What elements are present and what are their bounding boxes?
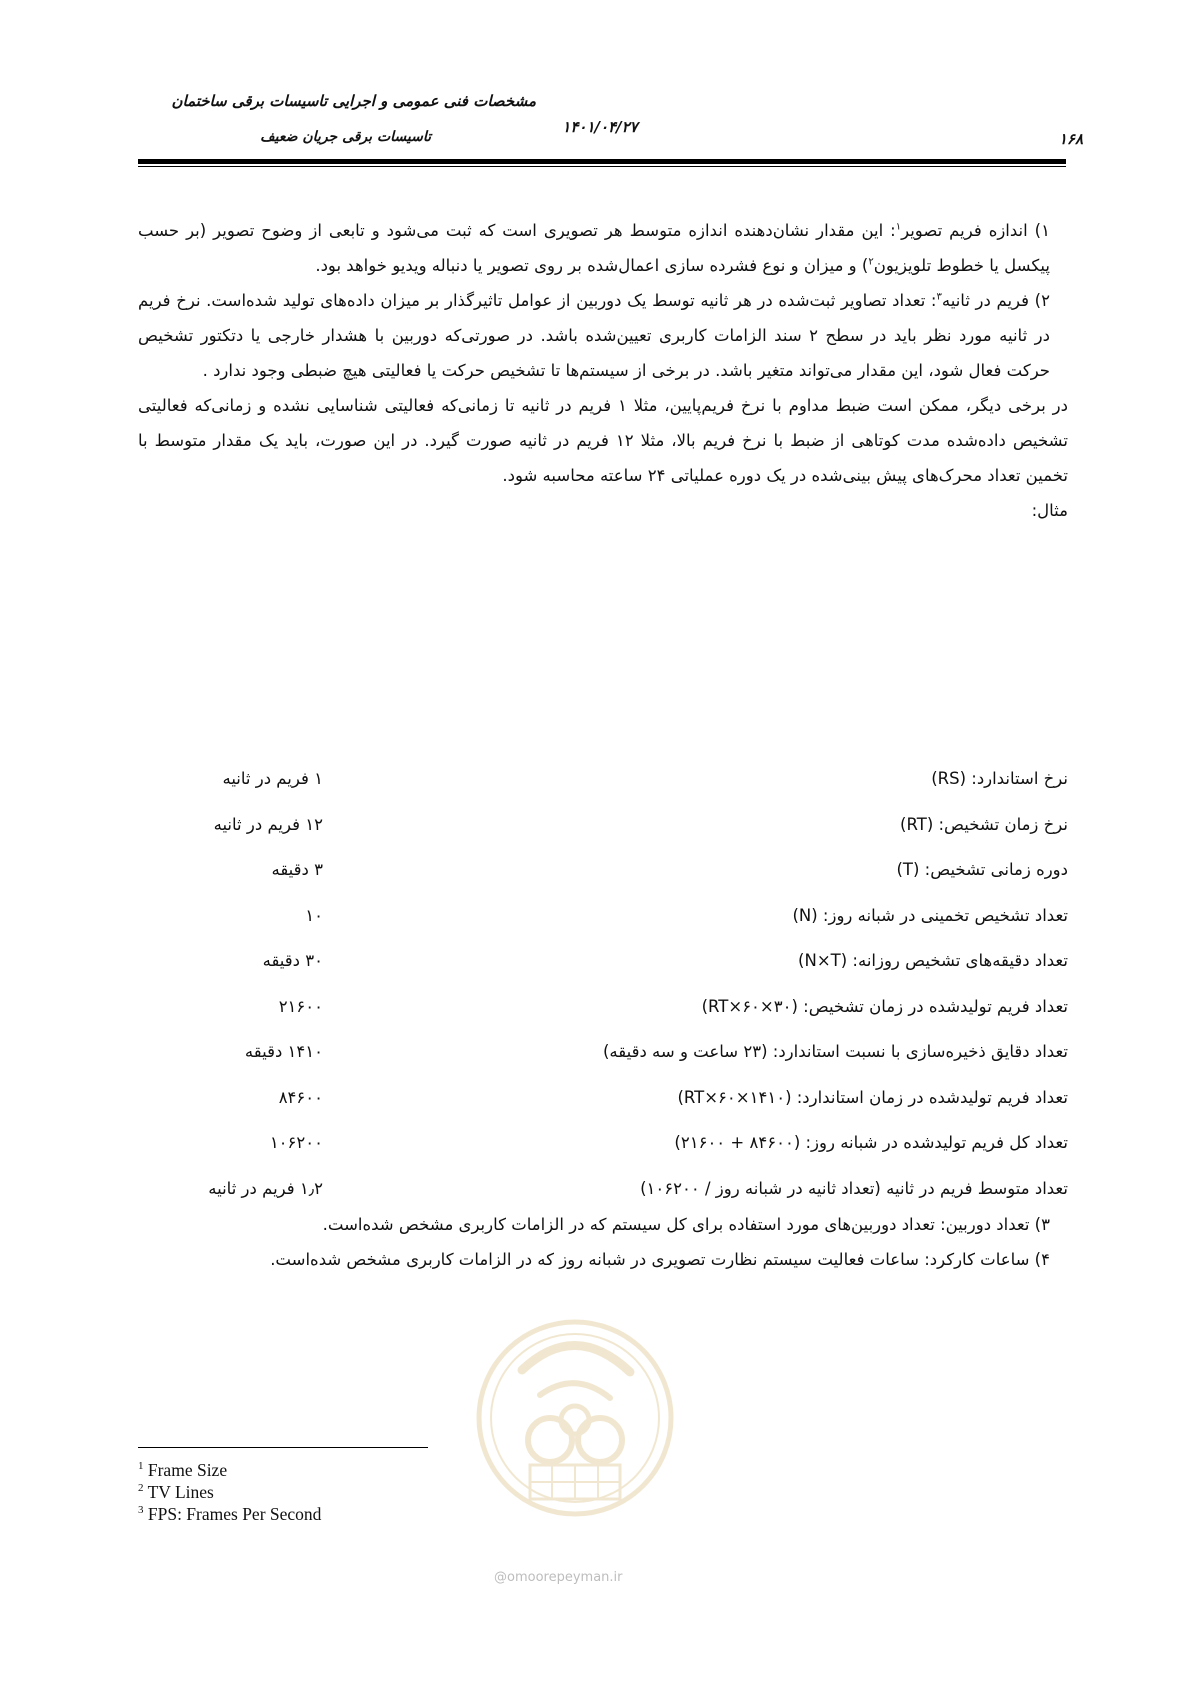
example-value: ۸۴۶۰۰ [278,1087,323,1107]
example-label: تعداد فریم تولیدشده در زمان تشخیص: (RT×۶۰×۳۰) [701,996,1068,1016]
example-row [138,769,1068,815]
example-value: ۱۰۶۲۰۰ [269,1133,323,1152]
example-value: ۱٫۲ فریم در ثانیه [208,1178,323,1198]
example-label: دوره زمانی تشخیص: (T) [896,860,1068,879]
example-label: تعداد دقیقه‌های تشخیص روزانه: (N×T) [798,951,1068,970]
paragraph-camera-count: ۳) تعداد دوربین: تعداد دوربین‌های مورد استفاده برای کل سیستم که در الزامات کاربری مشخص شده‌است. [322,1215,1050,1234]
example-label: تعداد دقایق ذخیره‌سازی با نسبت استاندارد: (۲۳ ساعت و سه دقیقه) [602,1042,1068,1061]
example-label: تعداد فریم تولیدشده در زمان استاندارد: (RT×۶۰×۱۴۱۰) [677,1087,1068,1107]
footnote-separator [138,1447,428,1448]
example-row [138,906,1068,952]
p1-text-a: : این مقدار نشان‌دهنده اندازه متوسط هر تصویری است که ثبت می‌شود و تابعی از وضوح تصویر (بر حسب پیکسل یا خطوط تلویزیون [138,221,1050,275]
example-label: تعداد تشخیص تخمینی در شبانه روز: (N) [792,905,1068,925]
footnote-item [138,1481,538,1503]
page-header [0,0,1191,170]
example-heading: مثال: [1031,501,1068,520]
example-value: ۱۲ فریم در ثانیه [213,814,323,834]
closing-paragraphs [138,1207,1068,1277]
example-label: تعداد کل فریم تولیدشده در شبانه روز: (۸۴۶۰۰ + ۲۱۶۰۰) [674,1133,1068,1152]
example-label: نرخ زمان تشخیص: (RT) [900,814,1068,834]
example-value: ۱۰ [305,905,323,925]
footnote-mark: 3 [138,1504,144,1517]
p1-text-b: ) و میزان و نوع فشرده سازی اعمال‌شده بر روی تصویر یا دنباله ویدیو خواهد بود. [315,256,869,275]
footnote-mark: 1 [138,1460,144,1473]
example-value: ۳۰ دقیقه [262,951,323,970]
watermark-url: @omoorepeyman.ir [494,1570,623,1585]
example-value: ۲۱۶۰۰ [278,996,323,1016]
example-row [138,1042,1068,1088]
header-rule-thin [138,166,1066,167]
footnote-text: FPS: Frames Per Second [147,1504,322,1524]
footnote-ref-3: ۳ [936,291,942,303]
example-row [138,997,1068,1043]
example-table [138,769,1068,1224]
p2-lead: ۲) فریم در ثانیه [941,291,1050,310]
example-row [138,1088,1068,1134]
header-date: ۱۴۰۱/۰۴/۲۷ [562,118,638,136]
example-label: نرخ استاندارد: (RS) [931,769,1068,788]
example-value: ۳ دقیقه [271,860,323,879]
paragraph-recording: در برخی دیگر، ممکن است ضبط مداوم با نرخ فریم‌پایین، مثلا ۱ فریم در ثانیه تا زمانی‌که فعالیتی شناسایی نشده و زمانی‌که فعالیتی تشخیص داده‌شده مدت کوتاهی از ضبط با نرخ فریم بالا، مثلا ۱۲ فریم در ثانیه صورت گیرد. در این صورت، باید یک مقدار متوسط با تخمین تعداد محرک‌های پیش بینی‌شده در یک دوره عملیاتی ۲۴ ساعته محاسبه شود. [138,396,1068,485]
footnote-item [138,1459,538,1481]
paragraph-frame-size [138,213,1068,283]
document-title: مشخصات فنی عمومی و اجرایی تاسیسات برقی ساختمان [171,92,536,110]
page-number: ۱۶۸ [1058,130,1083,148]
example-row [138,951,1068,997]
footnote-item [138,1503,538,1525]
example-row [138,815,1068,861]
paragraph-operating-hours: ۴) ساعات کارکرد: ساعات فعالیت سیستم نظارت تصویری در شبانه روز که در الزامات کاربری مشخص شده‌است. [270,1250,1050,1269]
example-row [138,860,1068,906]
footnote-text: TV Lines [147,1482,214,1502]
section-subtitle: تاسیسات برقی جریان ضعیف [260,129,431,145]
footnote-text: Frame Size [147,1460,228,1480]
example-value: ۱ فریم در ثانیه [222,769,323,788]
footnote-ref-2: ۲ [868,256,874,268]
example-label: تعداد متوسط فریم در ثانیه (تعداد ثانیه در شبانه روز / ۱۰۶۲۰۰) [640,1178,1068,1198]
p1-lead: ۱) اندازه فریم تصویر [901,221,1050,240]
example-value: ۱۴۱۰ دقیقه [244,1042,323,1061]
p2-text: : تعداد تصاویر ثبت‌شده در هر ثانیه توسط یک دوربین از عوامل تاثیرگذار بر میزان داده‌های تولید شده‌است. نرخ فریم در ثانیه مورد نظر باید در سطح ۲ سند الزامات کاربری تعیین‌شده باشد. در صورتی‌که دوربین با هشدار خارجی یا دتکتور تشخیص حرکت فعال شود، این مقدار می‌تواند متغیر باشد. در برخی از سیستم‌ها تا تشخیص حرکت یا فعالیتی هیچ ضبطی وجود ندارد . [138,291,1050,380]
footnotes [138,1459,538,1525]
paragraph-fps [138,283,1068,388]
example-row [138,1133,1068,1179]
footnote-mark: 2 [138,1482,144,1495]
body-text [138,213,1068,528]
footnote-ref-1: ۱ [895,221,902,233]
header-rule-thick [138,159,1066,164]
